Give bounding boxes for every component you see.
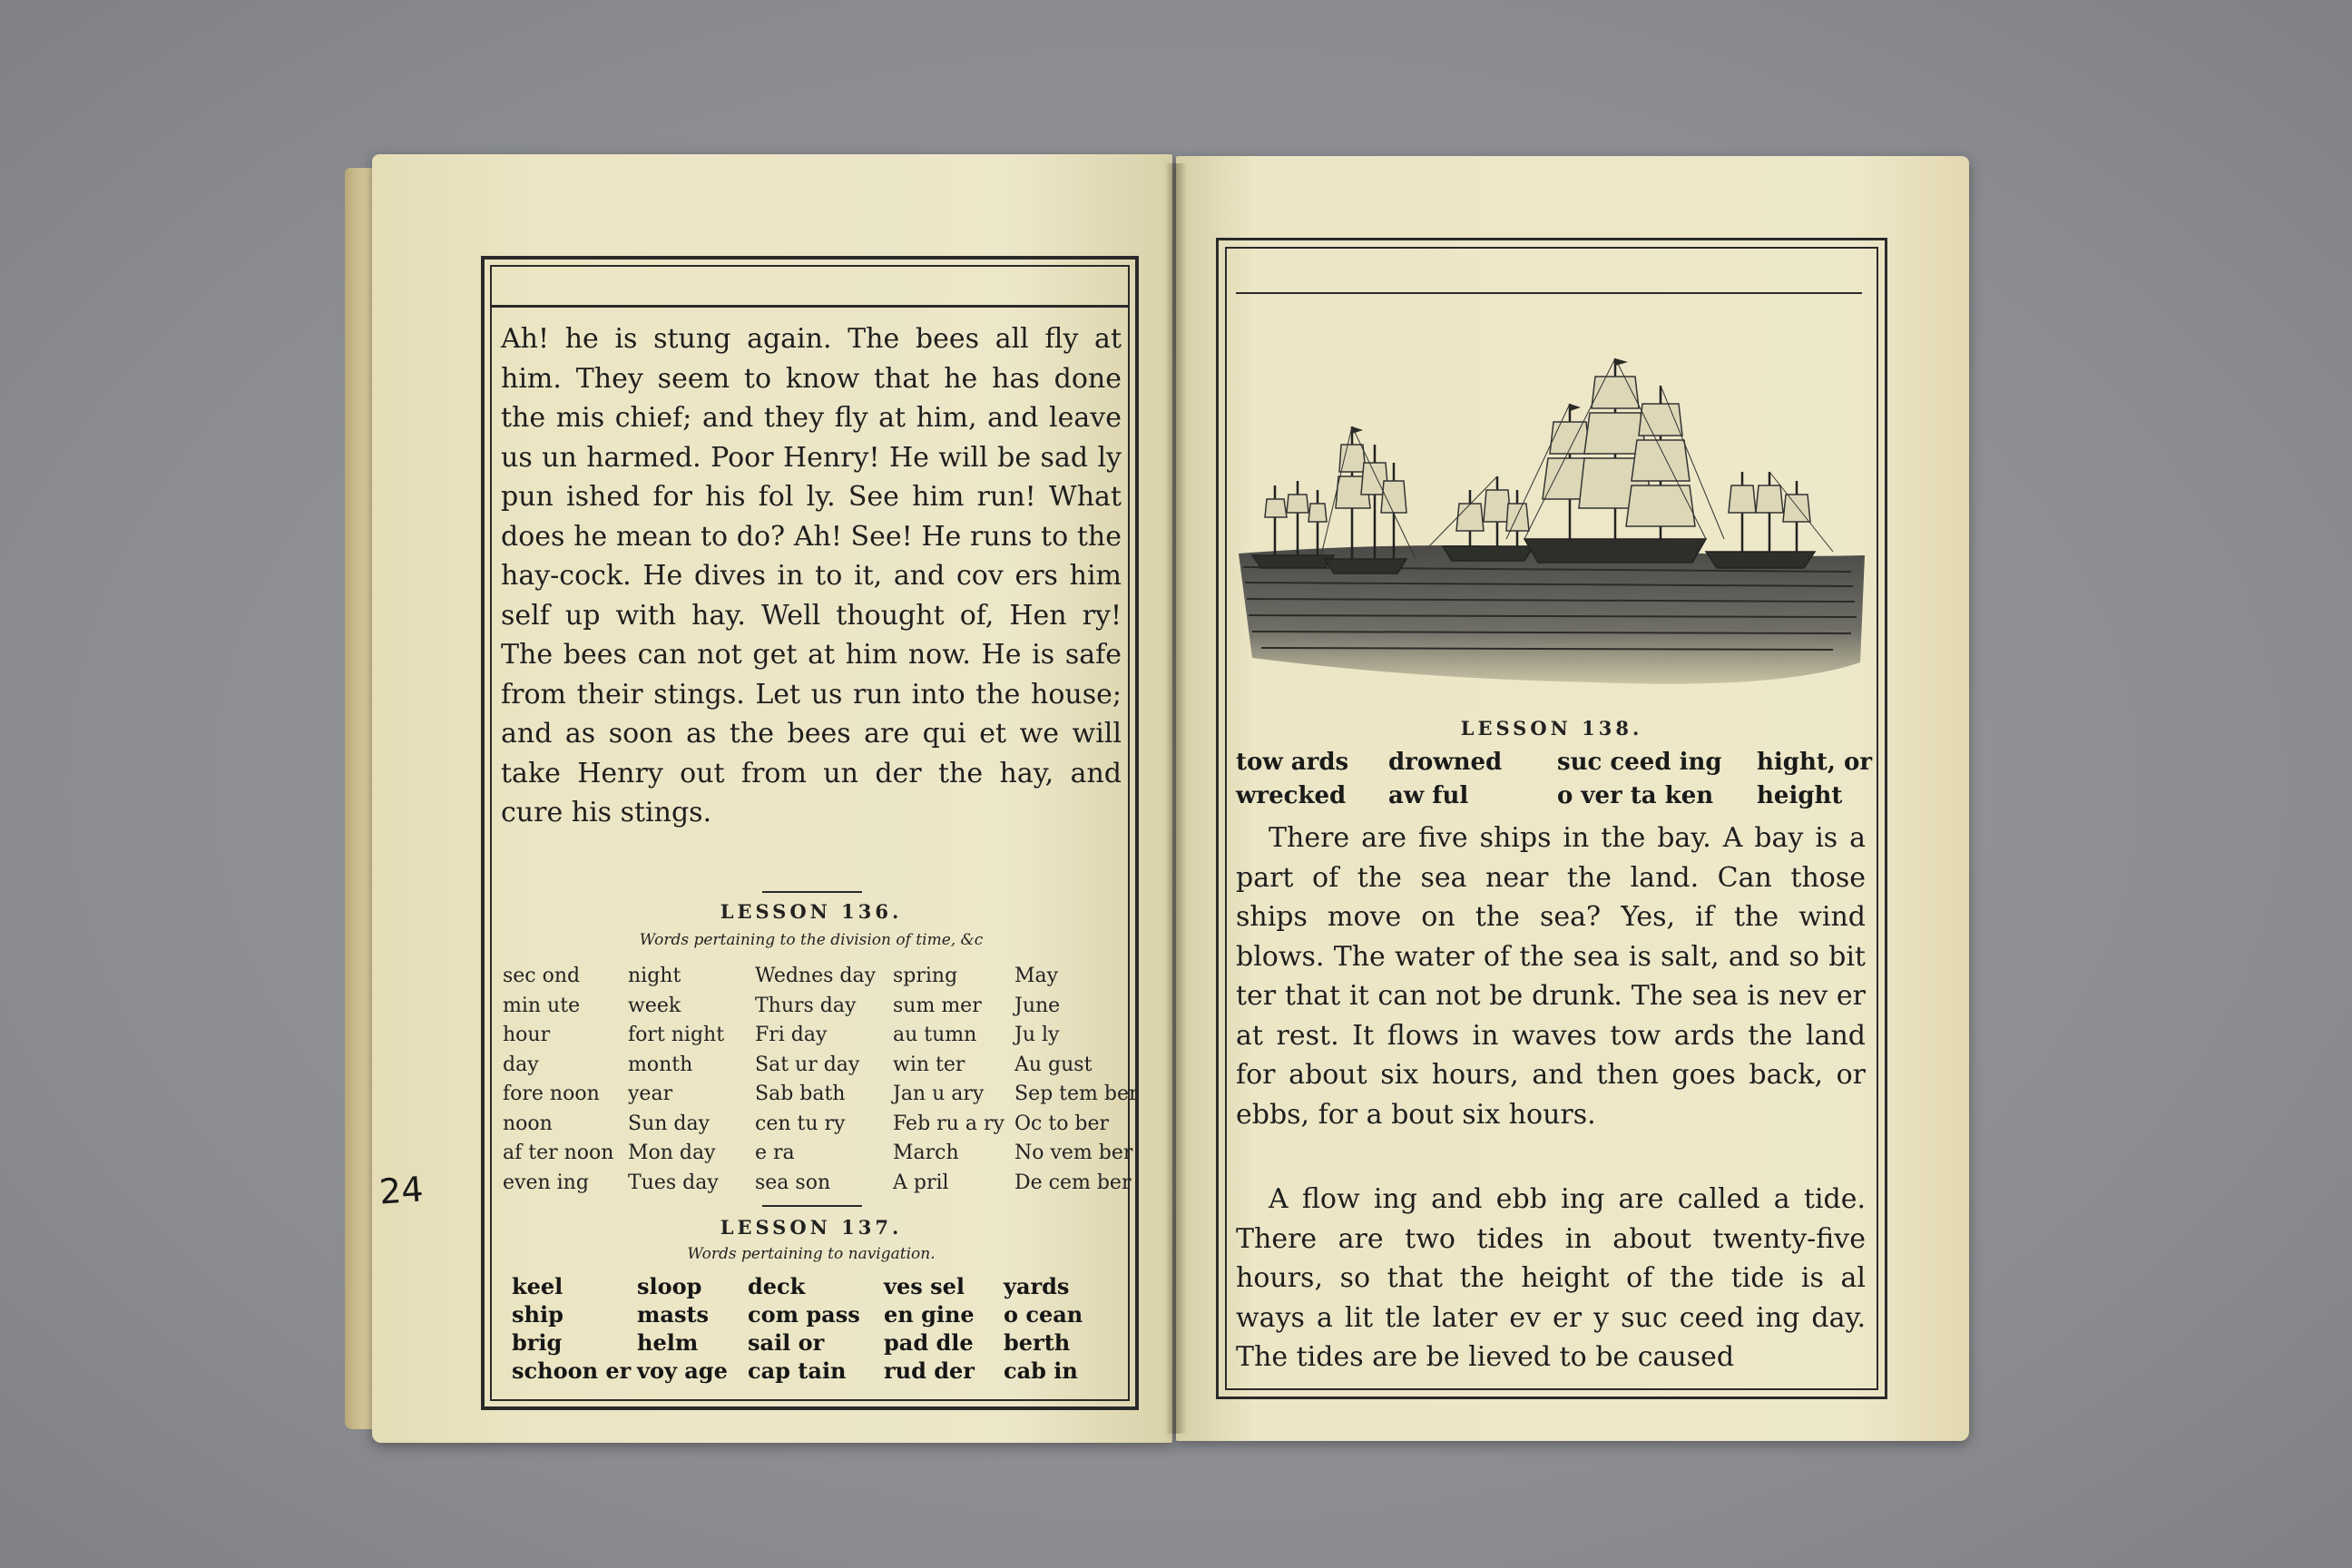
word: De cem ber	[1014, 1171, 1132, 1194]
word: o ver ta ken	[1557, 782, 1714, 809]
word: pad dle	[884, 1329, 974, 1356]
divider-rule	[762, 1205, 862, 1207]
lesson-136-subtitle: Words pertaining to the division of time, &c	[639, 931, 984, 949]
word: helm	[637, 1329, 699, 1356]
word: cen tu ry	[755, 1112, 846, 1135]
lesson-136-heading: LESSON 136.	[720, 900, 903, 923]
word: brig	[512, 1329, 563, 1356]
word: cab in	[1004, 1357, 1078, 1384]
word: Oc to ber	[1014, 1112, 1110, 1135]
word: Ju ly	[1014, 1024, 1060, 1046]
word: fore noon	[503, 1083, 600, 1105]
word: Feb ru a ry	[893, 1112, 1004, 1135]
word: berth	[1004, 1329, 1071, 1356]
lesson-137-subtitle: Words pertaining to navigation.	[687, 1245, 936, 1263]
lesson-137-word-table	[512, 1272, 1120, 1385]
right-paragraph-1: There are five ships in the bay. A bay is a part of the sea near the land. Can those ships move on the sea? Yes, if the wind blows. The water of the sea is salt, and so bit ter that it can not be drunk. The sea is nev er at rest. It flows in waves tow ards the land for about six hours, and then goes back, or ebbs, for a bout six hours.	[1236, 822, 1866, 1131]
lesson-138-word-table	[1236, 746, 1871, 813]
word: night	[628, 965, 681, 987]
word: au tumn	[893, 1024, 977, 1046]
word: Fri day	[755, 1024, 828, 1046]
word: suc ceed ing	[1557, 749, 1722, 776]
word: rud der	[884, 1357, 975, 1384]
word: hour	[503, 1024, 551, 1046]
word: even ing	[503, 1171, 589, 1194]
word: o cean	[1004, 1301, 1083, 1328]
word: Sab bath	[755, 1083, 846, 1105]
word: Mon day	[628, 1142, 716, 1164]
word: deck	[748, 1273, 806, 1299]
word: sail or	[748, 1329, 825, 1356]
word: aw ful	[1388, 782, 1469, 809]
lesson-136-word-table	[503, 962, 1139, 1198]
divider-rule	[762, 891, 862, 893]
ship-sails	[1265, 377, 1810, 531]
word: Sep tem ber	[1014, 1083, 1139, 1105]
word: tow ards	[1236, 749, 1349, 776]
word: win ter	[893, 1053, 965, 1076]
word: voy age	[637, 1357, 728, 1384]
left-body-paragraph: Ah! he is stung again. The bees all fly at him. They seem to know that he has done the mis chief; and they fly at him, and leave us un harmed. Poor Henry! He will be sad ly pun ished for his fol ly. See him run! What does he mean to do? Ah! See! He runs to the hay-cock. He dives in to it, and cov ers him self up with hay. Well thought of, Hen ry! The bees can not get at him now. He is safe from their stings. Let us run into the house; and as soon as the bees are qui et we will take Henry out from un der the hay, and cure his stings.	[501, 323, 1122, 828]
word: A pril	[893, 1171, 949, 1194]
word: Sat ur day	[755, 1053, 860, 1076]
word: drowned	[1388, 749, 1503, 776]
word: Wednes day	[755, 965, 877, 987]
lesson-138-heading: LESSON 138.	[1460, 717, 1643, 740]
word: June	[1014, 994, 1061, 1017]
word: e ra	[755, 1142, 795, 1164]
word: day	[503, 1053, 539, 1076]
word: noon	[503, 1112, 553, 1135]
right-header-rule	[1236, 292, 1862, 294]
word: week	[628, 994, 681, 1017]
word: ship	[512, 1301, 564, 1328]
ships-in-bay-illustration	[1234, 345, 1869, 717]
word: cap tain	[748, 1357, 847, 1384]
word: ves sel	[884, 1273, 965, 1299]
word: Jan u ary	[893, 1083, 985, 1105]
word: schoon er	[512, 1357, 632, 1384]
word: spring	[893, 965, 958, 987]
word: Thurs day	[755, 994, 857, 1017]
word: year	[628, 1083, 673, 1105]
word: height	[1757, 782, 1843, 809]
word: Tues day	[628, 1171, 719, 1194]
word: keel	[512, 1273, 564, 1299]
word: hight, or	[1757, 749, 1873, 776]
word: min ute	[503, 994, 581, 1017]
word: com pass	[748, 1301, 860, 1328]
word: March	[893, 1142, 959, 1164]
handwritten-margin-note: 24	[377, 1169, 425, 1212]
word: af ter noon	[503, 1142, 614, 1164]
word: sea son	[755, 1171, 831, 1194]
word: fort night	[628, 1024, 725, 1046]
lesson-137-heading: LESSON 137.	[720, 1216, 903, 1239]
word: Sun day	[628, 1112, 710, 1135]
word: sum mer	[893, 994, 982, 1017]
word: month	[628, 1053, 693, 1076]
word: Au gust	[1014, 1053, 1093, 1076]
word: wrecked	[1236, 782, 1347, 809]
book-gutter	[1165, 163, 1187, 1434]
word: yards	[1004, 1273, 1070, 1299]
word: sloop	[637, 1273, 702, 1299]
word: No vem ber	[1014, 1142, 1133, 1164]
word: masts	[637, 1301, 710, 1328]
word: May	[1014, 965, 1059, 987]
left-header-rule	[490, 305, 1130, 308]
word: sec ond	[503, 965, 581, 987]
right-paragraph-2: A flow ing and ebb ing are called a tide. There are two tides in about twenty-five hours, so that the height of the tide is al ways a lit tle later ev er y suc ceed ing day. The tides are be lieved to be caused	[1236, 1183, 1866, 1373]
word: en gine	[884, 1301, 975, 1328]
